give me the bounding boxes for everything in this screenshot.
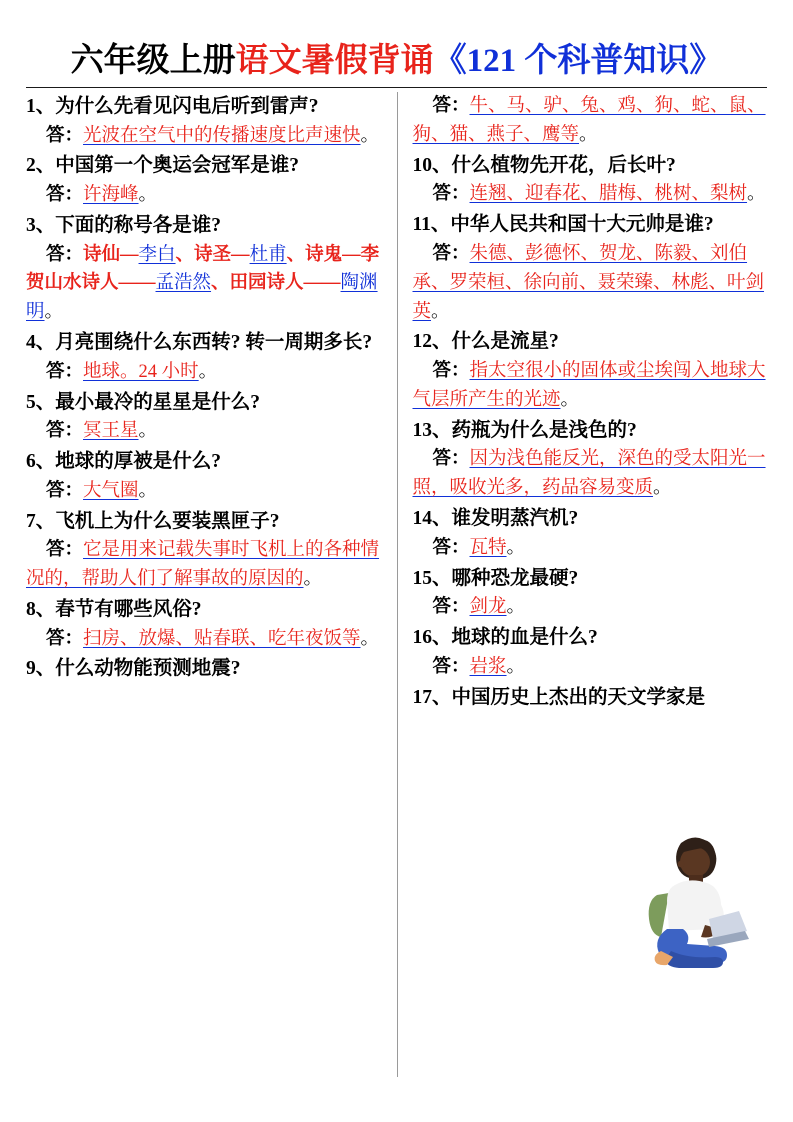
question-text: 13、药瓶为什么是浅色的?	[412, 419, 637, 441]
question-text: 11、中华人民共和国十大元帅是谁?	[412, 214, 714, 236]
answer-period: 。	[303, 569, 323, 590]
question-text: 16、地球的血是什么?	[412, 627, 598, 649]
page-title	[26, 34, 767, 81]
answer-period: 。	[560, 389, 580, 410]
answer-segment: 陶渊明	[26, 273, 378, 323]
answer-period: 。	[198, 361, 218, 382]
answer-segment: 诗仙—	[83, 244, 139, 265]
answer-text: 扫房、放爆、贴春联、吃年夜饭等	[83, 628, 361, 649]
answer-text: 大气圈	[83, 480, 139, 501]
answer-label: 答：	[46, 628, 84, 649]
answer-label: 答：	[432, 243, 470, 264]
qa-item	[26, 328, 383, 386]
answer-period: 。	[431, 301, 450, 322]
title-part-subject: 语文暑假背诵	[235, 43, 434, 79]
answer-line	[26, 536, 383, 594]
answer-period: 。	[138, 421, 158, 442]
answer-label: 答：	[432, 656, 470, 677]
answer-text: 冥王星	[83, 421, 139, 442]
answer-label: 答：	[432, 449, 470, 470]
qa-item	[26, 151, 383, 209]
answer-line	[26, 358, 383, 387]
answer-label: 答：	[46, 540, 84, 561]
question-text: 5、最小最冷的星星是什么?	[26, 391, 261, 413]
question-text: 12、什么是流星?	[412, 331, 559, 353]
answer-period: 。	[506, 656, 526, 677]
qa-item	[413, 623, 768, 681]
answer-segment: 、诗圣—	[175, 244, 250, 265]
answer-line	[413, 357, 768, 415]
answer-text: 光波在空气中的传播速度比声速快	[83, 125, 361, 146]
answer-text: 岩浆	[469, 656, 507, 677]
answer-period: 。	[579, 124, 598, 145]
qa-item	[413, 151, 768, 209]
question-text: 6、地球的厚被是什么?	[26, 451, 222, 473]
answer-line-multicolor	[26, 241, 383, 328]
question-text: 3、下面的称号各是谁?	[26, 214, 222, 236]
answer-line	[413, 445, 768, 503]
qa-item	[413, 327, 768, 414]
answer-period: 。	[653, 478, 672, 499]
answer-segment: 杜甫	[249, 244, 287, 265]
answer-period: 。	[138, 480, 158, 501]
answer-label: 答：	[432, 597, 470, 618]
answer-segment: 孟浩然	[155, 273, 212, 294]
left-column	[26, 92, 397, 1077]
answer-segment: 李贺山水诗人——	[26, 244, 380, 294]
answer-text: 因为浅色能反光，深色的受太阳光一照，吸收光多，药品容易变质	[412, 449, 766, 499]
answer-line	[413, 92, 768, 150]
answer-line	[26, 625, 383, 654]
answer-text: 朱德、彭德怀、贺龙、陈毅、刘伯承、罗荣桓、徐向前、聂荣臻、林彪、叶剑英	[412, 243, 765, 322]
question-text: 1、为什么先看见闪电后听到雷声?	[26, 96, 319, 117]
answer-line	[413, 593, 768, 622]
qa-item	[26, 595, 383, 653]
answer-line	[413, 180, 768, 209]
answer-label: 答：	[46, 125, 84, 146]
question-text: 14、谁发明蒸汽机?	[412, 508, 579, 530]
answer-line	[26, 122, 383, 151]
answer-period: 。	[360, 628, 380, 649]
answer-text: 它是用来记载失事时飞机上的各种情况的，帮助人们了解事故的原因的	[26, 540, 380, 590]
title-divider	[26, 87, 767, 88]
answer-label: 答：	[432, 96, 470, 116]
right-column	[397, 92, 768, 1077]
answer-text: 地球。24 小时	[83, 361, 199, 382]
title-part-book: 《121 个科普知识》	[433, 43, 723, 79]
qa-item	[26, 507, 383, 594]
qa-item	[26, 654, 383, 684]
answer-segment: 、诗鬼—	[286, 244, 361, 265]
answer-label: 答：	[432, 537, 470, 558]
answer-line	[413, 534, 768, 563]
answer-period: 。	[506, 597, 526, 618]
answer-text: 指太空很小的固体或尘埃闯入地球大气层所产生的光迹	[412, 361, 766, 410]
question-text: 17、中国历史上杰出的天文学家是	[412, 686, 706, 708]
qa-item	[413, 683, 768, 713]
qa-item	[26, 388, 383, 446]
answer-period: 。	[506, 537, 526, 558]
title-part-grade: 六年级上册	[70, 43, 236, 79]
qa-item	[413, 416, 768, 503]
question-text: 9、什么动物能预测地震?	[26, 658, 241, 680]
answer-line	[26, 181, 383, 210]
question-text: 4、月亮围绕什么东西转? 转一周期多长?	[26, 332, 373, 354]
qa-item	[413, 564, 768, 622]
question-text: 10、什么植物先开花，后长叶?	[412, 154, 676, 176]
answer-segment: 、田园诗人——	[211, 273, 341, 294]
answer-text: 瓦特	[469, 537, 507, 558]
answer-label: 答：	[432, 184, 470, 205]
answer-segment: 。	[44, 302, 64, 323]
answer-period: 。	[138, 185, 158, 206]
question-text: 7、飞机上为什么要装黑匣子?	[26, 510, 280, 532]
content-columns	[26, 92, 767, 1077]
answer-period: 。	[360, 125, 380, 146]
answer-text: 剑龙	[469, 597, 507, 618]
answer-label: 答：	[46, 480, 84, 501]
answer-label: 答：	[46, 421, 84, 442]
qa-item	[413, 504, 768, 562]
qa-item	[26, 92, 383, 150]
question-text: 15、哪种恐龙最硬?	[412, 567, 579, 589]
qa-item	[413, 210, 768, 326]
answer-text: 连翘、迎春花、腊梅、桃树、梨树	[469, 184, 748, 205]
qa-item	[413, 92, 768, 150]
answer-line	[26, 417, 383, 446]
answer-label: 答：	[46, 185, 84, 206]
question-text: 8、春节有哪些风俗?	[26, 598, 202, 620]
question-text: 2、中国第一个奥运会冠军是谁?	[26, 155, 300, 177]
qa-item	[26, 211, 383, 327]
answer-label: 答：	[46, 361, 84, 382]
answer-line	[413, 653, 768, 682]
answer-segment: 李白	[138, 244, 176, 265]
answer-period: 。	[747, 184, 766, 205]
answer-label: 答：	[46, 244, 84, 265]
answer-label: 答：	[432, 361, 470, 382]
answer-text: 许海峰	[83, 185, 139, 206]
qa-item	[26, 447, 383, 505]
person-with-laptop-icon	[621, 823, 761, 973]
answer-line	[26, 477, 383, 506]
answer-text: 牛、马、驴、兔、鸡、狗、蛇、鼠、狗、猫、燕子、鹰等	[412, 96, 766, 145]
answer-line	[413, 240, 768, 327]
